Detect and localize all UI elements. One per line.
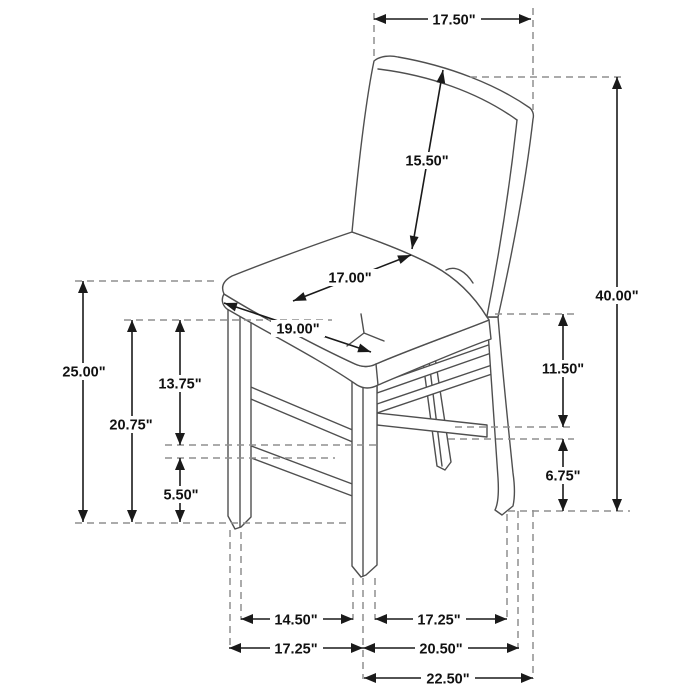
underseat-to-stretcher-label: 13.75" [158, 376, 202, 393]
seat-height-label: 25.00" [62, 364, 106, 381]
front-width-label: 17.25" [274, 641, 318, 658]
stretcher-height-label: 5.50" [163, 487, 199, 504]
overall-height-label: 40.00" [595, 288, 639, 305]
front-lower-stretcher [246, 444, 355, 497]
seat-width-label: 19.00" [276, 321, 320, 338]
dimension-underseat-height [105, 320, 158, 522]
dimension-back-width [374, 11, 531, 29]
underseat-height-label: 20.75" [109, 417, 153, 434]
dimension-side-leg-span [375, 611, 507, 629]
front-right-leg [352, 372, 377, 577]
dimension-overall-depth [364, 670, 533, 688]
dimension-front-width [229, 640, 363, 658]
dimension-underseat-to-stretcher [153, 320, 207, 445]
dimension-base-depth [363, 640, 519, 658]
front-leg-span-label: 14.50" [274, 612, 318, 629]
dimension-side-stretcher-height [541, 439, 585, 511]
dimension-front-leg-span [241, 611, 353, 629]
stool-drawing [222, 56, 533, 577]
dimension-seat-height [57, 281, 111, 522]
seat-depth-label: 17.00" [328, 270, 372, 287]
back-width-label: 17.50" [432, 12, 476, 29]
base-depth-label: 20.50" [419, 641, 463, 658]
dimension-overall-height [590, 77, 645, 511]
back-height-label: 15.50" [405, 153, 449, 170]
dimension-seat-to-side-stretcher [536, 314, 590, 427]
front-stretcher [246, 385, 355, 443]
seat-to-side-stretcher-label: 11.50" [541, 361, 585, 378]
rear-right-leg [487, 317, 515, 515]
side-stretcher-height-label: 6.75" [545, 468, 581, 485]
overall-depth-label: 22.50" [426, 671, 470, 688]
dimension-stretcher-height [159, 458, 203, 522]
side-leg-span-label: 17.25" [417, 612, 461, 629]
